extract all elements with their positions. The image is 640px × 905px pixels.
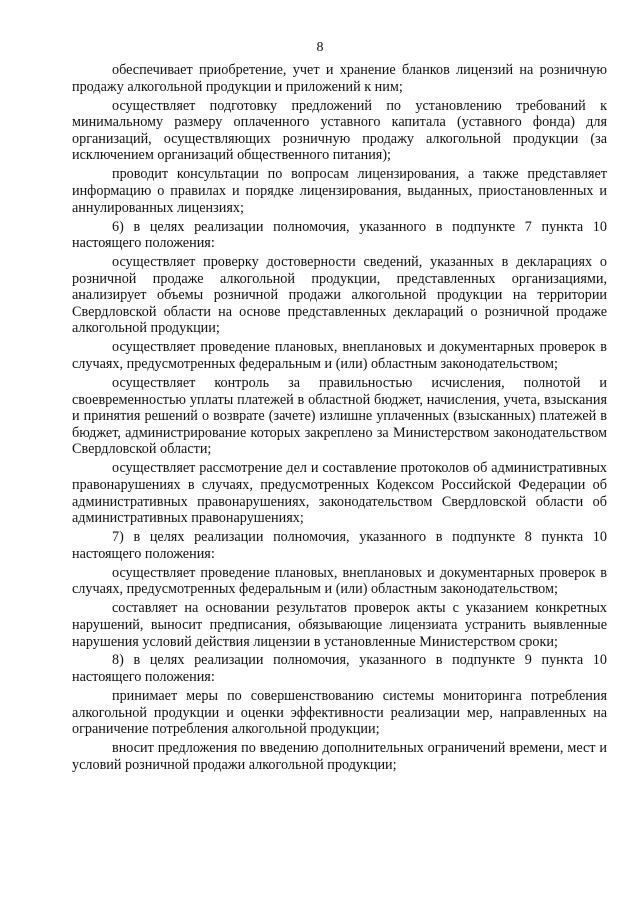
- paragraph-inspections-2: осуществляет проведение плановых, внеплановых и документарных проверок в случаях, предусмотренных федеральным и (или) областным законодательством;: [72, 564, 607, 598]
- paragraph-inspection-acts: составляет на основании результатов проверок акты с указанием конкретных нарушений, выносит предписания, обязывающие лицензиата устранить выявленные нарушения условий действия лицензии в установленные Министерством сроки;: [72, 600, 607, 650]
- paragraph-declarations-check: осуществляет проверку достоверности сведений, указанных в декларациях о розничной продаже алкогольной продукции, представленных организациями, анализирует объемы розничной продажи алкогольной продукции на территории Свердловской области на основе представленных деклараций о розничной продаже алкогольной продукции;: [72, 254, 607, 337]
- paragraph-payments-control: осуществляет контроль за правильностью исчисления, полнотой и своевременностью уплаты платежей в областной бюджет, начисления, учета, взыскания и принятия решений о возврате (зачете) излишне уплаченных (взысканных) платежей в бюджет, администрирование которых закреплено за Министерством законодательством Свердловской области;: [72, 375, 607, 458]
- paragraph-monitoring: принимает меры по совершенствованию системы мониторинга потребления алкогольной продукции и оценки эффективности реализации мер, направленных на ограничение потребления алкогольной продукции;: [72, 688, 607, 738]
- paragraph-inspections: осуществляет проведение плановых, внеплановых и документарных проверок в случаях, предусмотренных федеральным и (или) областным законодательством;: [72, 339, 607, 373]
- paragraph-item-6: 6) в целях реализации полномочия, указанного в подпункте 7 пункта 10 настоящего положения:: [72, 218, 607, 252]
- paragraph-administrative-cases: осуществляет рассмотрение дел и составление протоколов об административных правонарушениях в случаях, предусмотренных Кодексом Российской Федерации об административных правонарушениях, законодательством Свердловской области об административных правонарушениях;: [72, 460, 607, 527]
- paragraph-consultations: проводит консультации по вопросам лицензирования, а также представляет информацию о правилах и порядке лицензирования, выданных, приостановленных и аннулированных лицензиях;: [72, 166, 607, 216]
- page-number: 8: [316, 40, 324, 55]
- document-body: [72, 62, 607, 776]
- paragraph-item-7: 7) в целях реализации полномочия, указанного в подпункте 8 пункта 10 настоящего положения:: [72, 529, 607, 562]
- paragraph-item-8: 8) в целях реализации полномочия, указанного в подпункте 9 пункта 10 настоящего положения:: [72, 652, 607, 686]
- paragraph-blank-licenses: обеспечивает приобретение, учет и хранение бланков лицензий на розничную продажу алкогольной продукции и приложений к ним;: [72, 62, 607, 95]
- paragraph-restrictions: вносит предложения по введению дополнительных ограничений времени, мест и условий розничной продажи алкогольной продукции;: [72, 740, 607, 773]
- paragraph-capital-requirements: осуществляет подготовку предложений по установлению требований к минимальному размеру оплаченного уставного капитала (уставного фонда) для организаций, осуществляющих розничную продажу алкогольной продукции (за исключением организаций общественного питания);: [72, 97, 607, 164]
